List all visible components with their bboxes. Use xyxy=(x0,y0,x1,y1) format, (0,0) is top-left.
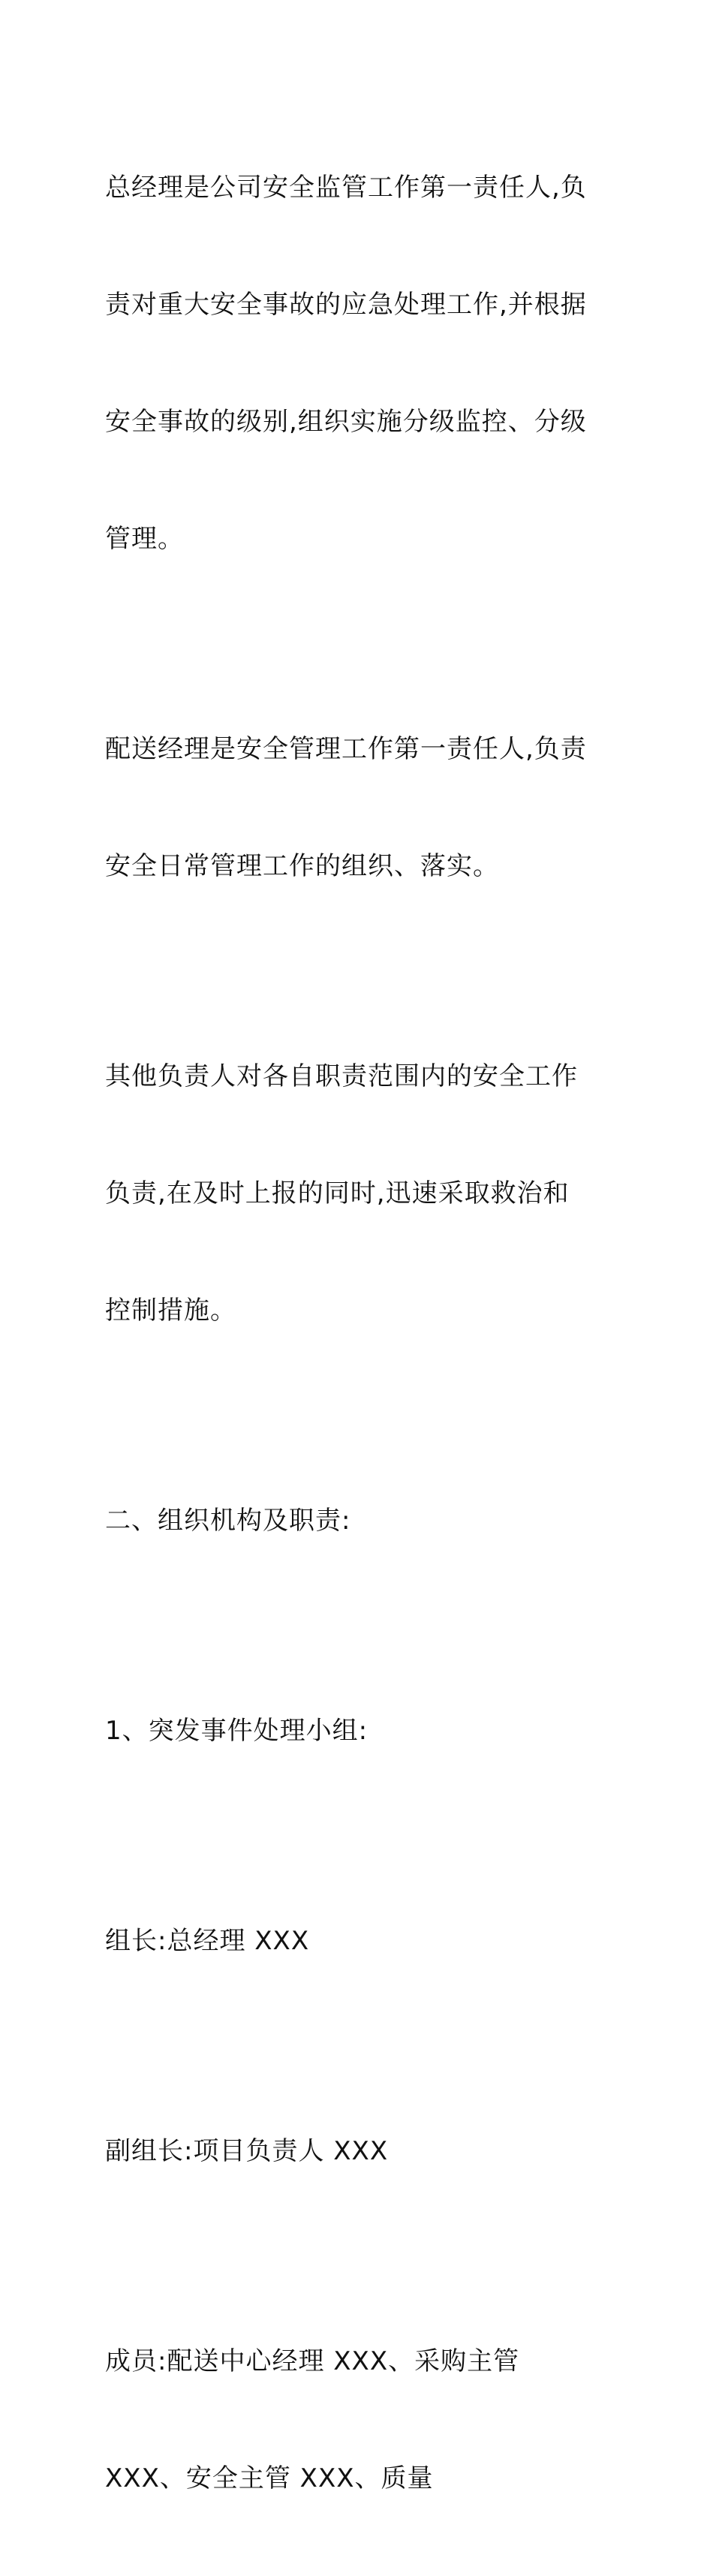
deputy-leader-line xyxy=(105,2054,615,2249)
text-line: 管理。 xyxy=(105,524,184,554)
subsection-heading-emergency-team xyxy=(105,1633,615,1828)
document-body xyxy=(105,90,615,2576)
text-line: 成员:配送中心经理 XXX、采购主管 xyxy=(105,2346,520,2376)
text-line: 二、组织机构及职责: xyxy=(105,1506,351,1536)
text-line: 配送经理是安全管理工作第一责任人,负责 xyxy=(105,734,587,764)
text-line: 控制措施。 xyxy=(105,1296,236,1326)
text-line: 负责,在及时上报的同时,迅速采取救治和 xyxy=(105,1178,570,1208)
team-members-line xyxy=(105,2264,615,2576)
text-line: XXX、安全主管 XXX、质量 xyxy=(105,2463,434,2493)
text-line: 1、突发事件处理小组: xyxy=(105,1716,369,1746)
text-line: 副组长:项目负责人 XXX xyxy=(105,2136,389,2166)
paragraph-delivery-manager-duty xyxy=(105,652,615,964)
paragraph-general-manager-duty xyxy=(105,90,615,636)
text-line: 组长:总经理 XXX xyxy=(105,1926,310,1956)
text-line: 安全日常管理工作的组织、落实。 xyxy=(105,851,499,881)
paragraph-other-managers-duty xyxy=(105,979,615,1408)
text-line: 安全事故的级别,组织实施分级监控、分级 xyxy=(105,407,587,437)
team-leader-line xyxy=(105,1843,615,2039)
text-line: 责对重大安全事故的应急处理工作,并根据 xyxy=(105,290,587,320)
text-line: 其他负责人对各自职责范围内的安全工作 xyxy=(105,1061,578,1091)
text-line: 总经理是公司安全监管工作第一责任人,负 xyxy=(105,173,587,203)
section-heading-organization xyxy=(105,1423,615,1618)
